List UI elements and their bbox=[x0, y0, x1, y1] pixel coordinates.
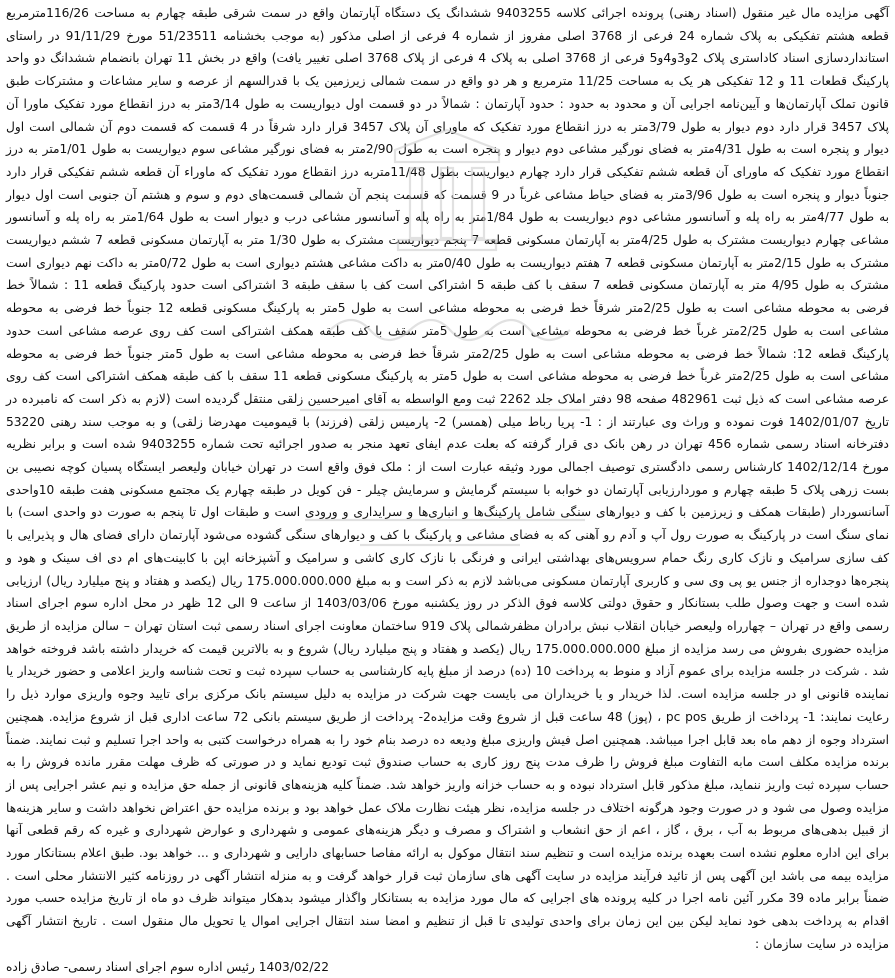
notice-body: آگهی مزایده مال غیر منقول (اسناد رهنی) پرونده اجرائی کلاسه 9403255 ششدانگ یک دستگاه آپارتمان واقع در سمت شرقی طبقه چهارم به مساحت 116/26مترمربع قطعه هشتم تفکیکی به پلاک شماره 24 فرعی از 3768 اصلی مفروز از شماره 4 فرعی از اصلی مذکور (به موجب بخشنامه 51/23511 مورخ 91/11/29 در راستای استانداردسازی اسناد کاداستری پلاک 2و3و4و5 فرعی از 3768 اصلی به پلاک 4 فرعی از پلاک 3768 اصلی تغییر یافت) واقع در بخش 11 تهران بانضمام ششدانگ دو واحد پارکینگ قطعات 11 و 12 تفکیکی هر یک به مساحت 11/25 مترمربع و هر دو واقع در سمت شمالی زیرزمین یک با قدرالسهم از عرصه و سایر مشاعات و مشترکات طبق قانون تملک آپارتمان‌ها و آیین‌نامه اجرایی آن و محدود به حدود : حدود آپارتمان : شمالاً در دو قسمت اول دیواریست به طول 3/14متر به درز انقطاع مورد تفکیک ماورا آن پلاک 3457 قرار دارد دوم دیوار به طول 3/79متر به درز انقطاع مورد تفکیک که ماورای آن پلاک 3457 قرار دارد شرقاً در 4 قسمت که قسمت دوم آن شمالی است اول دیوار و پنجره است به طول 4/31متر به فضای نورگیر مشاعی دوم دیوار و پنجره است به طول 2/90متر به فضای نورگیر مشاعی سوم دیواریست به طول 1/01متر به درز انقطاع مورد تفکیک که ماورای آن قطعه ششم تفکیکی قرار دارد چهارم دیواریست بطول 11/48متربه درز انقطاع مورد تفکیک که ماوراء آن قطعه ششم تفکیکی قرار دارد جنوباً دیوار و پنجره است به طول 3/96متر به فضای حیاط مشاعی غرباً در 9 قسمت که قسمت پنجم آن شمالی قسمت‌های دوم و سوم و هشتم آن جنوبی است اول دیوار به طول 4/77متر به راه پله و آسانسور مشاعی دوم دیواریست به طول 1/84متر به راه پله و آسانسور مشاعی درب و دیوار است به طول 1/64متر به راه پله و آسانسور مشاعی چهارم دیواریست مشترک به طول 4/25متر به آپارتمان مسکونی قطعه 7 پنجم دیواریست مشترک به طول 1/30 متر به آپارتمان مسکونی قطعه 7 ششم دیواریست مشترک به طول 2/15متر به آپارتمان مسکونی قطعه 7 هفتم دیواریست به طول 0/40متر به داکت مشاعی هشتم دیواری است به طول 0/72متر به داکت نهم دیواری است مشترک به طول 4/95 متر به آپارتمان مسکونی قطعه 7 سقف با کف طبقه 5 اشتراکی است کف با سقف طبقه 3 اشتراکی است حدود پارکینگ قطعه 11 : شمالاً خط فرضی به محوطه مشاعی است به طول 2/25متر شرقاً خط فرضی به محوطه مشاعی است به طول 5متر به پارکینگ مسکونی قطعه 12 جنوباً خط فرضی به محوطه مشاعی است به طول 2/25متر غرباً خط فرضی به محوطه مشاعی است به طول 5متر سقف با کف طبقه همکف اشتراکی است کف روی عرصه مشاعی است حدود پارکینگ قطعه 12: شمالاً خط فرضی به محوطه مشاعی است به طول 2/25متر شرقاً خط فرضی به محوطه مشاعی است به طول 5متر جنوباً خط فرضی به محوطه مشاعی است به طول 2/25متر غرباً خط فرضی به محوطه مشاعی است به طول 5متر به پارکینگ مسکونی قطعه 11 سقف با کف طبقه همکف اشتراکی است کف روی عرصه مشاعی است که ذیل ثبت 482961 صفحه 98 دفتر املاک جلد 2262 ثبت ومع الواسطه به آقای امیرحسین زلقی منتقل گردیده است (لازم به ذکر است که نامبرده در تاریخ 1402/01/07 فوت نموده و وراث وی عبارتند از : 1- پریا رباط میلی (همسر) 2- پارمیس زلقی (فرزند) با قیمومیت مهدرضا زلقی) و به موجب سند رهنی 53220 دفترخانه اسناد رسمی شماره 456 تهران در رهن بانک دی قرار گرفته که بعلت عدم ایفای تعهد منجر به صدور اجرائیه تحت شماره 9403255 شده است و برابر نظریه مورخ 1402/12/14 کارشناس رسمی دادگستری توصیف اجمالی مورد وثیقه عبارت است از : ملک فوق واقع است در تهران خیابان ولیعصر ایستگاه پسیان کوچه نصیبی بن بست زرهی پلاک 5 طبقه چهارم و موردارزیابی آپارتمان دو خوابه با سیستم گرمایش و سرمایش چیلر - فن کویل در طبقه چهارم یک مجتمع مسکونی هفت طبقه 10واحدی آسانسوردار (طبقات همکف و زیرزمین با کف و دیوارهای سنگی شامل پارکینگ‌ها و انباری‌ها و سرایداری و ورودی است و طبقات اول تا پنجم به صورت دو واحدی است) با نمای سنگ است در پارکینگ به صورت رول آپ و آدم رو آهنی که به فضای مشاعی و پارکینگ با کف و دیوارهای سنگی گشوده می‌شود آپارتمان دارای فضای هال و پذیرایی با کف سازی سرامیک و نازک کاری رنگ حمام سرویس‌های بهداشتی ایرانی و فرنگی با نازک کاری کاشی و سرامیک و آشپزخانه اپن با کابینت‌های ام دی اف سینک و هود و پنجره‌ها دوجداره از جنس یو پی وی سی و کاربری آپارتمان مسکونی می‌باشد لازم به ذکر است و به مبلغ 175.000.000.000 ریال (یکصد و هفتاد و پنج میلیارد ریال) ارزیابی شده است و جهت وصول طلب بستانکار و حقوق دولتی کلاسه فوق الذکر در روز یکشنبه مورخ 1403/03/06 از ساعت 9 الی 12 ظهر در محل اداره سوم اجرای اسناد رسمی واقع در تهران – چهارراه ولیعصر خیابان انقلاب نبش برادران مظفرشمالی پلاک 919 ساختمان معاونت اجرای اسناد رسمی ثبت استان تهران – سالن مزایده از طریق مزایده حضوری بفروش می رسد مزایده از مبلغ 175.000.000.000 ریال (یکصد و هفتاد و پنج میلیارد ریال) شروع و به بالاترین قیمت که خریدار داشته باشد فروخته خواهد شد . شرکت در جلسه مزایده برای عموم آزاد و منوط به پرداخت 10 (ده) درصد از مبلغ پایه کارشناسی به حساب سپرده ثبت و تحت شناسه واریز اعلامی و حضور خریدار یا نماینده قانونی او در جلسه مزایده است. لذا خریدار و یا خریداران می بایست جهت شرکت در مزایده به دلیل سیستم بانک مرکزی برای تایید وجوه واریزی موارد ذیل را رعایت نمایند: 1- پرداخت از طریق pc pos ، (پوز) 48 ساعت قبل از شروع وقت مزایده2- پرداخت از طریق سیستم بانکی 72 ساعت اداری قبل از شروع مزایده. همچنین استرداد وجوه از دهم ماه بعد قابل اجرا میباشد. همچنین اصل فیش واریزی مبلغ ودیعه ده درصد بنام خود را به همراه درخواست کتبی به واحد اجرا تسلیم و ثبت نمایند. ضمناً برنده مزایده مکلف است مابه التفاوت مبلغ فروش را ظرف مدت پنج روز کاری به حساب صندوق ثبت تودیع نماید و در صورتی که ظرف مهلت مقرر مانده فروش را به حساب سپرده ثبت واریز ننماید، مبلغ مذکور قابل استرداد نبوده و به حساب خزانه واریز خواهد شد. ضمناً کلیه هزینه‌های قانونی از جمله حق مزایده و نیم عشر اجرایی پس از مزایده وصول می شود و در صورت وجود هرگونه اختلاف در جلسه مزایده، نظر هیئت نظارت ملاک عمل خواهد بود و برنده مزایده حق اعتراض نخواهد داشت و سایر هزینه‌ها از قبیل بدهی‌های مربوط به آب ، برق ، گاز ، اعم از حق انشعاب و اشتراک و مصرف و دیگر هزینه‌های عمومی و شهرداری و عوارض شهرداری و غیره که رقم قطعی آنها برای این اداره معلوم نشده است بعهده برنده مزایده است و تنظیم سند انتقال موکول به ارائه مفاصا حسابهای دارایی و شهرداری و ... خواهد بود. طبق اعلام بستانکار مورد مزایده بیمه می باشد این آگهی پس از تائید فرآیند مزایده در سایت آگهی های سازمان ثبت قرار خواهد گرفت و به منزله انتشار آگهی در روزنامه کثیر الانتشار محلی است . ضمناً برابر ماده 39 مکرر آئین نامه اجرا در کلیه پرونده های اجرایی که مال مورد مزایده به بستانکار واگذار میشود بدهکار میتواند ظرف دو ماه از تاریخ مزایده حسب مورد اقدام به پرداخت بدهی خود نماید لیکن بین این زمان برای واحدی تولیدی تا قبل از تنظیم و امضا سند انتقال اجرایی اموال یا تحویل مال منقول است . تاریخ انتشار آگهی مزایده در سایت سازمان : bbox=[6, 6, 890, 951]
notice-footer: 1403/02/22 رئیس اداره سوم اجرای اسناد رسمی- صادق زاده bbox=[6, 959, 329, 974]
